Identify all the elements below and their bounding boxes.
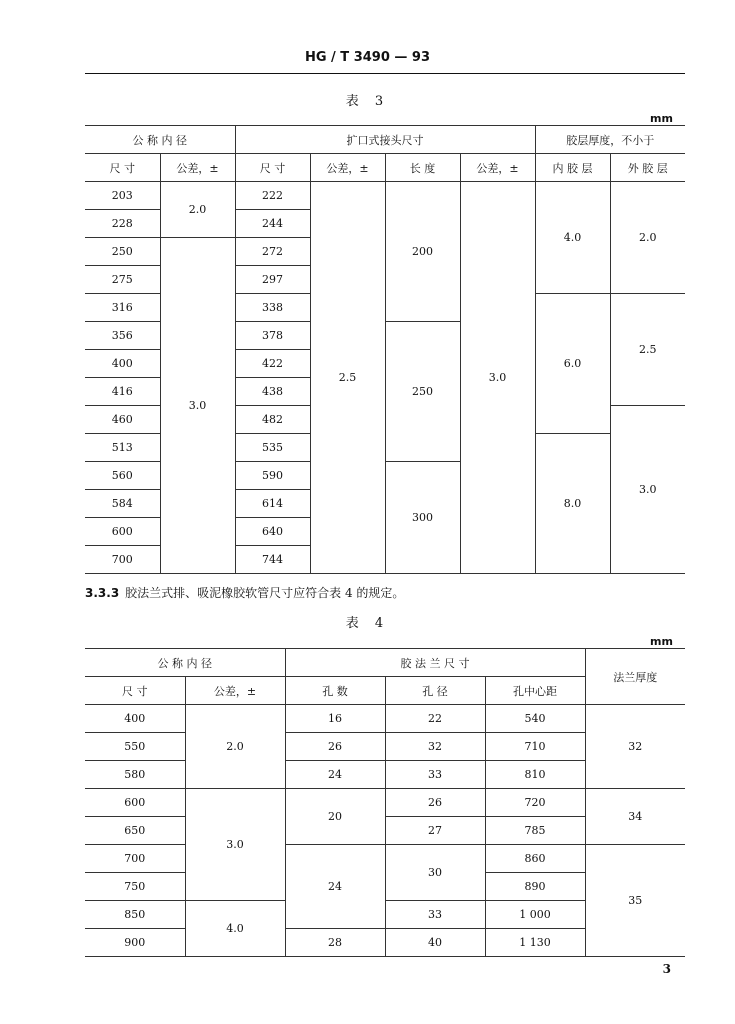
t3-length-cell: 200 — [385, 182, 460, 322]
t4-group-flange: 胶 法 兰 尺 寸 — [285, 649, 585, 677]
t4-hole-diameter-cell: 26 — [385, 789, 485, 817]
t3-length-tolerance-cell: 3.0 — [460, 182, 535, 574]
t4-center-distance-cell: 810 — [485, 761, 585, 789]
t3-joint-size-cell: 535 — [235, 434, 310, 462]
t3-inner-layer-cell: 6.0 — [535, 294, 610, 434]
t4-sub-header: 孔 数 — [285, 677, 385, 705]
t3-joint-size-cell: 244 — [235, 210, 310, 238]
t4-size-cell: 850 — [85, 901, 185, 929]
t3-length-cell: 250 — [385, 322, 460, 462]
t3-sub-header: 长 度 — [385, 154, 460, 182]
t3-sub-header: 公差，± — [310, 154, 385, 182]
t4-hole-diameter-cell: 22 — [385, 705, 485, 733]
t4-size-cell: 650 — [85, 817, 185, 845]
t4-hole-diameter-cell: 33 — [385, 901, 485, 929]
t4-center-distance-cell: 785 — [485, 817, 585, 845]
t4-center-distance-cell: 540 — [485, 705, 585, 733]
t3-joint-size-cell: 272 — [235, 238, 310, 266]
t3-size-cell: 416 — [85, 378, 160, 406]
t3-size-cell: 316 — [85, 294, 160, 322]
t4-size-cell: 580 — [85, 761, 185, 789]
t3-sub-header: 公差，± — [160, 154, 235, 182]
t4-hole-count-cell: 24 — [285, 761, 385, 789]
t3-group-layer: 胶层厚度，不小于 — [535, 126, 685, 154]
table4-caption: 表 4 — [345, 616, 390, 631]
t3-sub-header: 公差，± — [460, 154, 535, 182]
t3-joint-size-cell: 378 — [235, 322, 310, 350]
t4-hole-diameter-cell: 33 — [385, 761, 485, 789]
t3-tolerance-cell: 2.0 — [160, 182, 235, 238]
t3-tolerance-cell: 3.0 — [160, 238, 235, 574]
t4-group-nominal: 公 称 内 径 — [85, 649, 285, 677]
t4-size-cell: 700 — [85, 845, 185, 873]
t3-joint-size-cell: 297 — [235, 266, 310, 294]
page-number: 3 — [662, 962, 671, 976]
t3-joint-size-cell: 422 — [235, 350, 310, 378]
t3-inner-layer-cell: 8.0 — [535, 434, 610, 574]
t3-joint-size-cell: 614 — [235, 490, 310, 518]
t3-size-cell: 584 — [85, 490, 160, 518]
standard-header: HG / T 3490 — 93 — [304, 50, 431, 65]
t4-hole-diameter-cell: 27 — [385, 817, 485, 845]
t4-center-distance-cell: 1 000 — [485, 901, 585, 929]
t4-sub-header: 孔中心距 — [485, 677, 585, 705]
t3-size-cell: 513 — [85, 434, 160, 462]
t4-size-cell: 600 — [85, 789, 185, 817]
t3-joint-size-cell: 640 — [235, 518, 310, 546]
t4-hole-diameter-cell: 30 — [385, 845, 485, 901]
t4-sub-header: 公差，± — [185, 677, 285, 705]
t3-joint-tolerance-cell: 2.5 — [310, 182, 385, 574]
t4-sub-header: 孔 径 — [385, 677, 485, 705]
t4-thickness-cell: 32 — [585, 705, 685, 789]
t4-hole-count-cell: 16 — [285, 705, 385, 733]
t3-joint-size-cell: 222 — [235, 182, 310, 210]
table3-caption: 表 3 — [345, 94, 390, 109]
t4-hole-count-cell: 26 — [285, 733, 385, 761]
t3-outer-layer-cell: 2.0 — [610, 182, 685, 294]
t3-sub-header: 尺 寸 — [85, 154, 160, 182]
t4-thickness-cell: 34 — [585, 789, 685, 845]
t3-group-nominal: 公 称 内 径 — [85, 126, 235, 154]
t4-group-thickness: 法兰厚度 — [585, 649, 685, 705]
clause-number: 3.3.3 — [85, 586, 120, 600]
t3-group-joint: 扩口式接头尺寸 — [235, 126, 535, 154]
t3-size-cell: 560 — [85, 462, 160, 490]
t4-hole-diameter-cell: 32 — [385, 733, 485, 761]
t4-center-distance-cell: 1 130 — [485, 929, 585, 957]
t4-hole-count-cell: 28 — [285, 929, 385, 957]
t3-size-cell: 460 — [85, 406, 160, 434]
t4-hole-count-cell: 24 — [285, 845, 385, 929]
t3-length-cell: 300 — [385, 462, 460, 574]
t3-outer-layer-cell: 3.0 — [610, 406, 685, 574]
t4-tolerance-cell: 2.0 — [185, 705, 285, 789]
t3-sub-header: 内 胶 层 — [535, 154, 610, 182]
t4-center-distance-cell: 890 — [485, 873, 585, 901]
t3-size-cell: 250 — [85, 238, 160, 266]
table3-unit: mm — [650, 112, 673, 125]
t3-joint-size-cell: 338 — [235, 294, 310, 322]
t3-joint-size-cell: 744 — [235, 546, 310, 574]
t4-tolerance-cell: 3.0 — [185, 789, 285, 901]
t3-size-cell: 400 — [85, 350, 160, 378]
t4-tolerance-cell: 4.0 — [185, 901, 285, 957]
t4-center-distance-cell: 720 — [485, 789, 585, 817]
t3-size-cell: 275 — [85, 266, 160, 294]
t3-sub-header: 外 胶 层 — [610, 154, 685, 182]
t3-sub-header: 尺 寸 — [235, 154, 310, 182]
t3-joint-size-cell: 438 — [235, 378, 310, 406]
t3-size-cell: 228 — [85, 210, 160, 238]
t3-size-cell: 203 — [85, 182, 160, 210]
t3-size-cell: 600 — [85, 518, 160, 546]
t4-thickness-cell: 35 — [585, 845, 685, 957]
t3-outer-layer-cell: 2.5 — [610, 294, 685, 406]
table4-unit: mm — [650, 635, 673, 648]
t3-joint-size-cell: 482 — [235, 406, 310, 434]
clause-3-3-3 — [85, 584, 404, 601]
t4-size-cell: 550 — [85, 733, 185, 761]
t4-sub-header: 尺 寸 — [85, 677, 185, 705]
table4 — [85, 648, 685, 957]
t4-size-cell: 900 — [85, 929, 185, 957]
t4-hole-diameter-cell: 40 — [385, 929, 485, 957]
header-rule — [85, 73, 685, 74]
t4-size-cell: 400 — [85, 705, 185, 733]
clause-text: 胶法兰式排、吸泥橡胶软管尺寸应符合表 4 的规定。 — [125, 586, 405, 600]
table3 — [85, 125, 685, 574]
t4-center-distance-cell: 860 — [485, 845, 585, 873]
t3-joint-size-cell: 590 — [235, 462, 310, 490]
t3-inner-layer-cell: 4.0 — [535, 182, 610, 294]
t3-size-cell: 700 — [85, 546, 160, 574]
t4-center-distance-cell: 710 — [485, 733, 585, 761]
t3-size-cell: 356 — [85, 322, 160, 350]
t4-hole-count-cell: 20 — [285, 789, 385, 845]
t4-size-cell: 750 — [85, 873, 185, 901]
